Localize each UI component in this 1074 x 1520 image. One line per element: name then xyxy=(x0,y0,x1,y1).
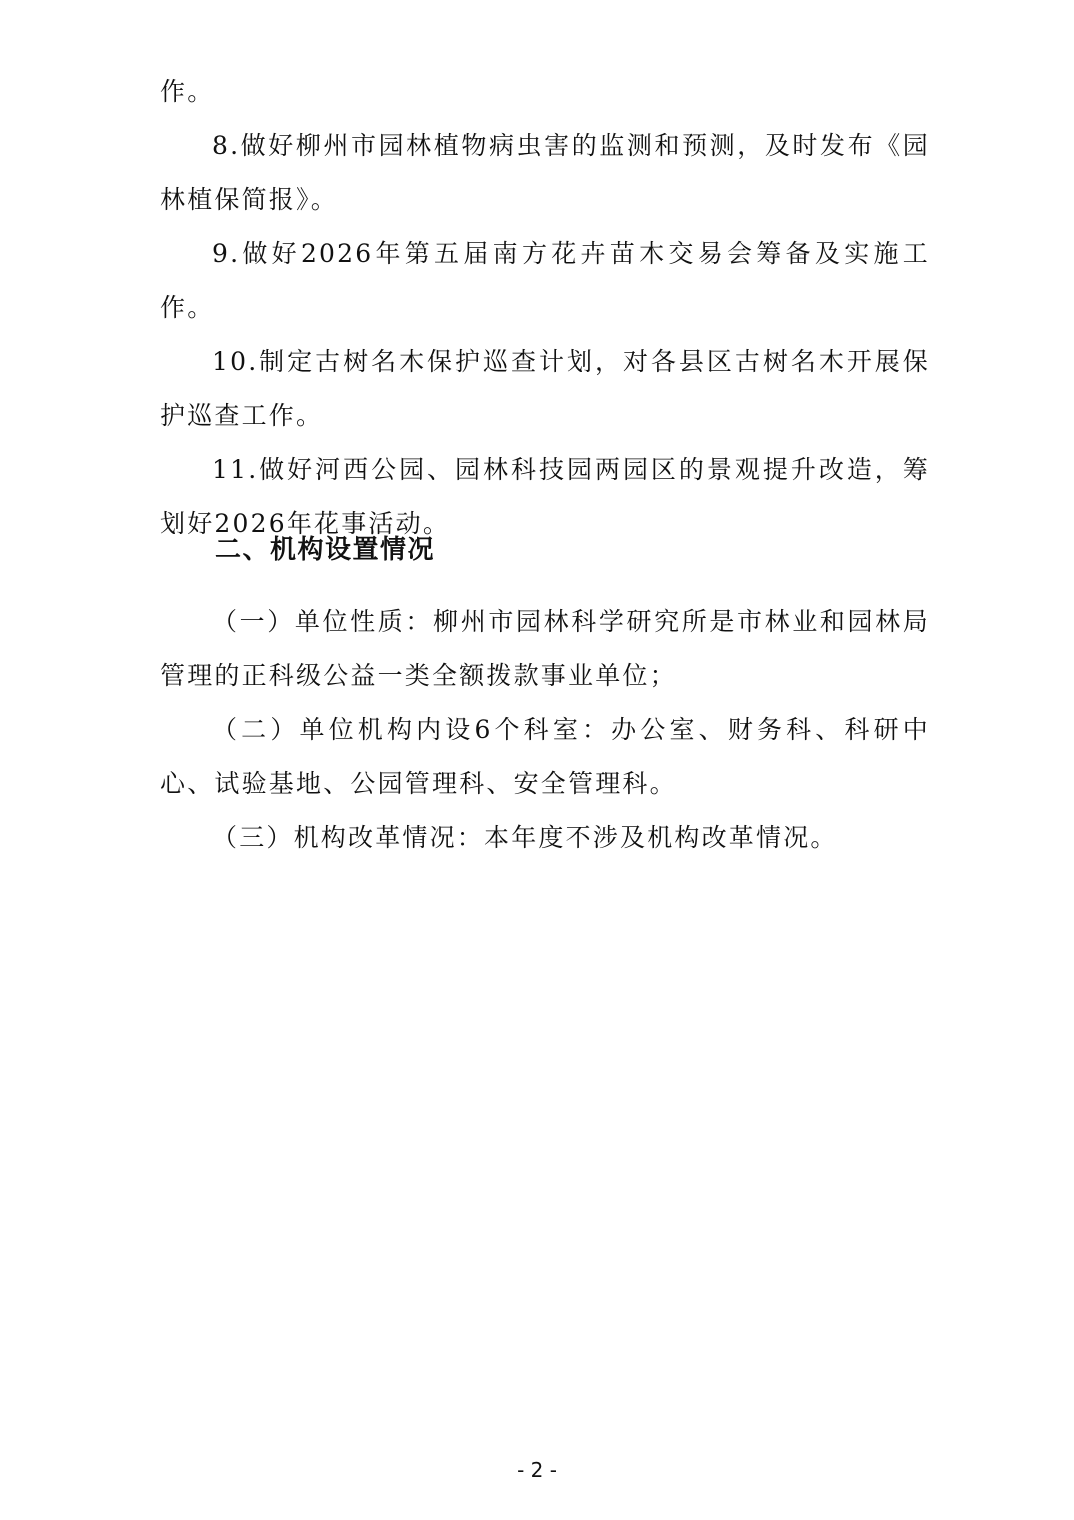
continuation-line: 作。 xyxy=(160,77,215,106)
section-heading: 二、机构设置情况 xyxy=(215,535,436,565)
org-item-3: （三）机构改革情况：本年度不涉及机构改革情况。 xyxy=(212,823,838,852)
plan-item-11: 11.做好河西公园、园林科技园两园区的景观提升改造，筹划好2026年花事活动。 xyxy=(160,455,930,538)
work-plan-list xyxy=(160,65,930,551)
plan-item-8: 8.做好柳州市园林植物病虫害的监测和预测，及时发布《园林植保简报》。 xyxy=(160,131,930,214)
organization-info xyxy=(160,595,930,865)
plan-item-10: 10.制定古树名木保护巡查计划，对各县区古树名木开展保护巡查工作。 xyxy=(160,347,930,430)
org-item-1: （一）单位性质：柳州市园林科学研究所是市林业和园林局管理的正科级公益一类全额拨款事业单位； xyxy=(160,607,930,690)
page-number: - 2 - xyxy=(517,1458,557,1482)
org-item-2: （二）单位机构内设6个科室：办公室、财务科、科研中心、试验基地、公园管理科、安全管理科。 xyxy=(160,715,930,798)
plan-item-9: 9.做好2026年第五届南方花卉苗木交易会筹备及实施工作。 xyxy=(160,239,930,322)
